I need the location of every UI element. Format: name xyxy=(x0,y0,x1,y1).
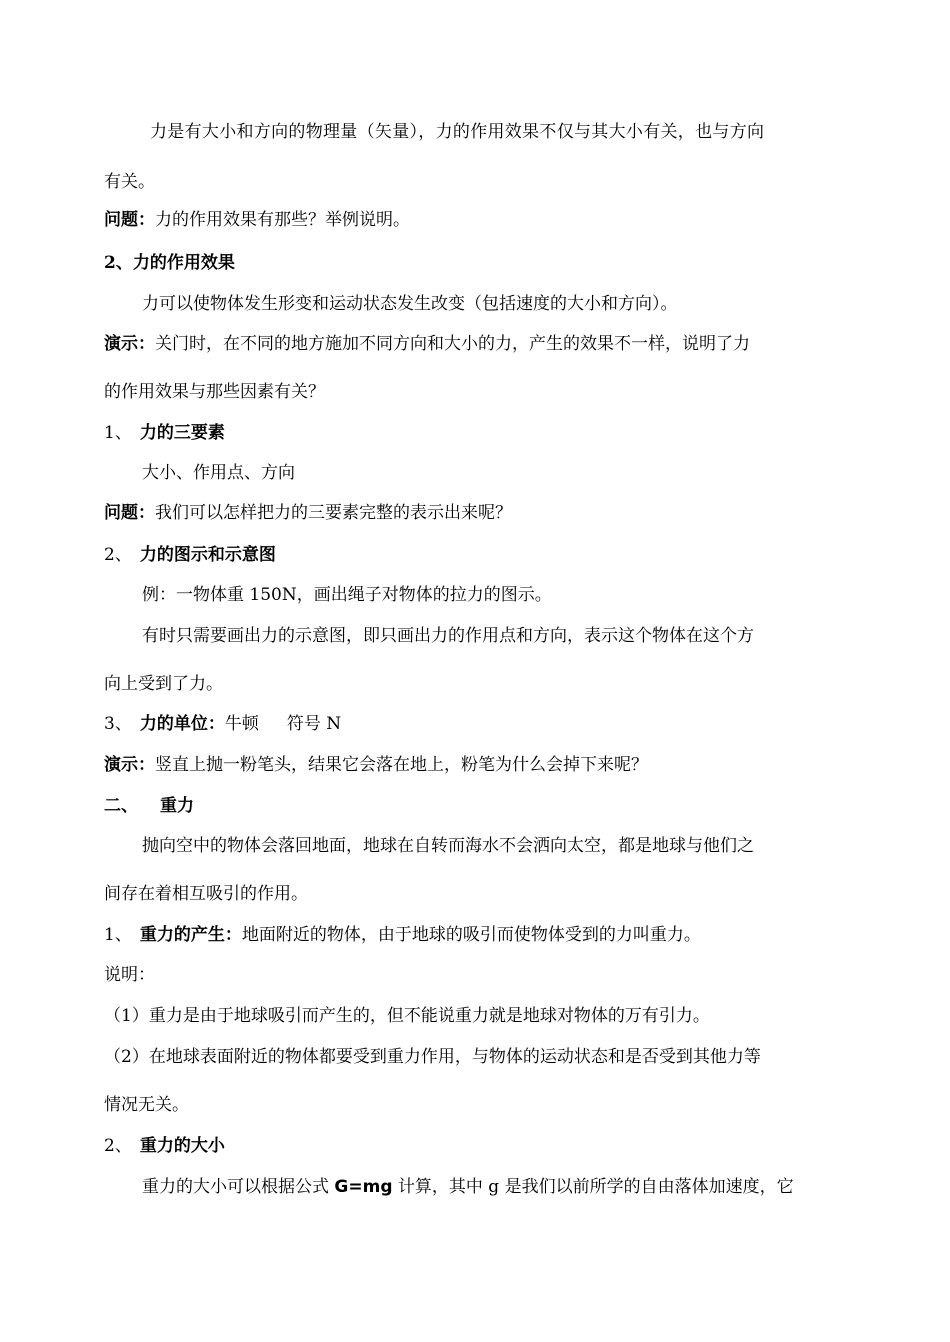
heading-number: 二、 xyxy=(104,796,138,816)
heading-text: 地面附近的物体，由于地球的吸引而使物体受到的力叫重力。 xyxy=(241,925,701,945)
heading-number: 2、 xyxy=(104,253,133,273)
demo-chalk xyxy=(104,753,849,777)
paragraph-sketch-line1: 有时只需要画出力的示意图，即只画出力的作用点和方向，表示这个物体在这个方 xyxy=(142,626,754,646)
paragraph-text-post: 计算，其中 g 是我们以前所学的自由落体加速度，它 xyxy=(392,1177,794,1197)
demo-label: 演示： xyxy=(104,755,155,775)
note-2-line2: 情况无关。 xyxy=(104,1095,189,1115)
heading-gravity-origin xyxy=(104,923,849,947)
heading-number: 2、 xyxy=(104,545,132,565)
demo-door-line2: 的作用效果与那些因素有关？ xyxy=(104,382,325,402)
paragraph-gravity-line1: 抛向空中的物体会落回地面，地球在自转而海水不会洒向太空，都是地球与他们之 xyxy=(142,836,754,856)
heading-title: 重力 xyxy=(160,796,194,816)
formula: G=mg xyxy=(334,1177,393,1197)
paragraph-text-pre: 重力的大小可以根据公式 xyxy=(142,1177,335,1197)
heading-force-effects xyxy=(104,251,849,275)
heading-title: 重力的大小 xyxy=(139,1136,225,1156)
demo-label: 演示： xyxy=(104,334,155,354)
question-text: 力的作用效果有那些？举例说明。 xyxy=(155,210,410,230)
heading-three-elements xyxy=(104,421,849,445)
heading-title: 力的作用效果 xyxy=(132,253,235,273)
heading-number: 3、 xyxy=(104,714,132,734)
heading-title: 力的三要素 xyxy=(139,423,225,443)
heading-number: 1、 xyxy=(104,423,132,443)
heading-gravity xyxy=(104,794,849,818)
paragraph-sketch-line2: 向上受到了力。 xyxy=(104,674,223,694)
question-effects xyxy=(104,208,849,232)
heading-title: 重力的产生： xyxy=(139,925,242,945)
heading-title: 力的图示和示意图 xyxy=(139,545,276,565)
heading-title: 力的单位： xyxy=(139,714,225,734)
note-2-line1: （2）在地球表面附近的物体都要受到重力作用，与物体的运动状态和是否受到其他力等 xyxy=(104,1047,761,1067)
paragraph-gravity-size xyxy=(142,1175,887,1199)
heading-number: 1、 xyxy=(104,925,132,945)
heading-force-unit xyxy=(104,712,849,736)
question-label: 问题： xyxy=(104,503,155,523)
heading-force-diagram xyxy=(104,543,849,567)
demo-text: 竖直上抛一粉笔头，结果它会落在地上，粉笔为什么会掉下来呢？ xyxy=(155,755,648,775)
heading-gravity-size xyxy=(104,1134,849,1158)
note-1: （1）重力是由于地球吸引而产生的，但不能说重力就是地球对物体的万有引力。 xyxy=(104,1006,710,1026)
demo-text: 关门时，在不同的地方施加不同方向和大小的力，产生的效果不一样，说明了力 xyxy=(155,334,750,354)
paragraph-force-vector-line1: 力是有大小和方向的物理量（矢量），力的作用效果不仅与其大小有关，也与方向 xyxy=(150,122,765,142)
paragraph-force-vector-line2: 有关。 xyxy=(104,172,155,192)
demo-door-line1 xyxy=(104,332,849,356)
paragraph-gravity-line2: 间存在着相互吸引的作用。 xyxy=(104,884,308,904)
unit-name: 牛顿 xyxy=(224,714,259,734)
heading-number: 2、 xyxy=(104,1136,132,1156)
unit-symbol: 符号 N xyxy=(286,714,342,734)
question-representation xyxy=(104,501,849,525)
question-label: 问题： xyxy=(104,210,155,230)
question-text: 我们可以怎样把力的三要素完整的表示出来呢？ xyxy=(155,503,512,523)
paragraph-force-effects: 力可以使物体发生形变和运动状态发生改变（包括速度的大小和方向）。 xyxy=(142,294,678,314)
paragraph-three-elements: 大小、作用点、方向 xyxy=(142,463,295,483)
note-label: 说明： xyxy=(104,965,155,985)
paragraph-example: 例：一物体重 150N，画出绳子对物体的拉力的图示。 xyxy=(142,585,552,605)
